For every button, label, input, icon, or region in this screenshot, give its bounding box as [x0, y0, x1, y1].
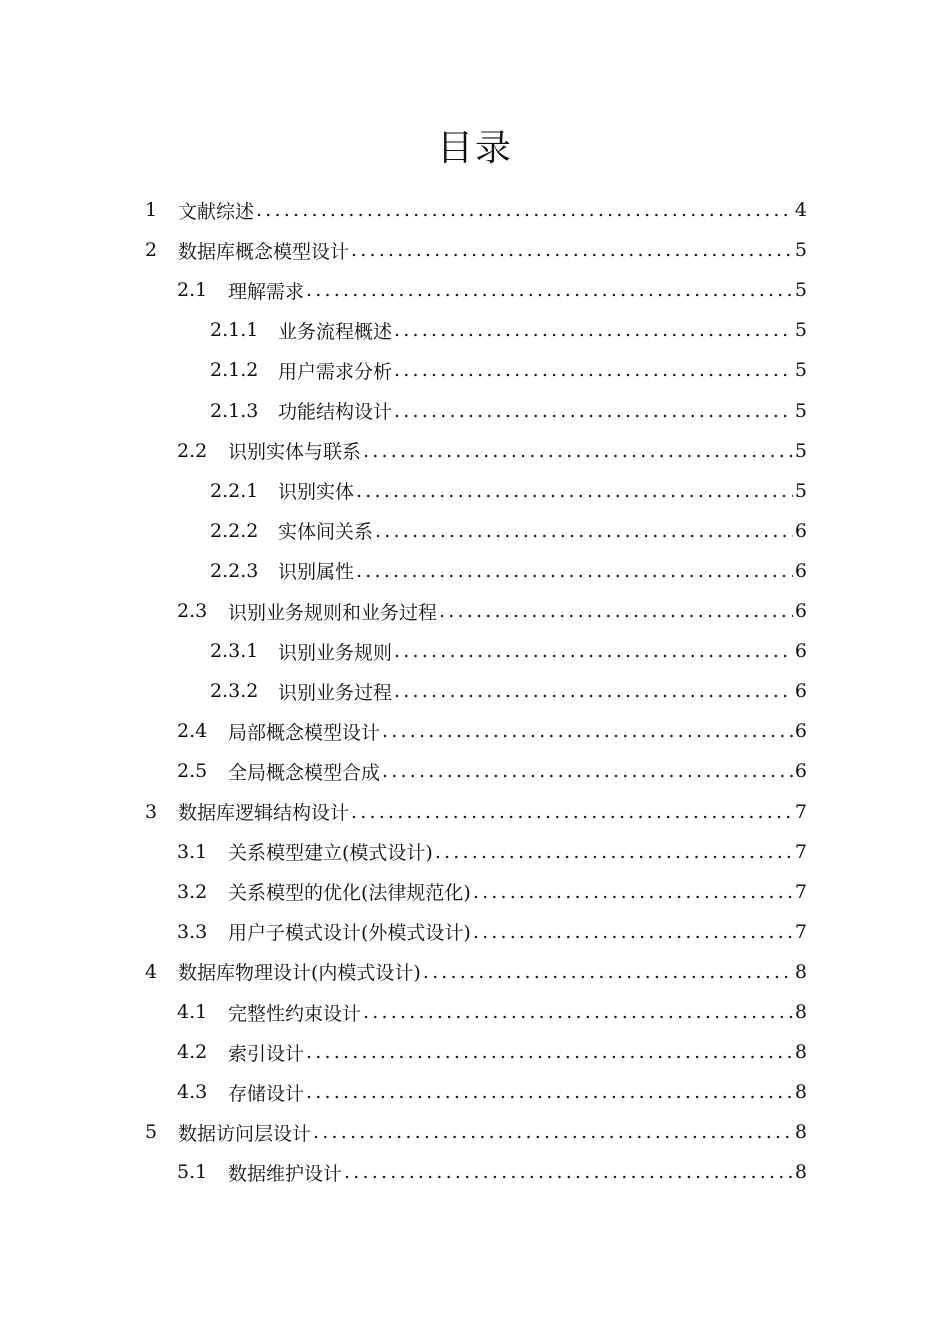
toc-entry-title: 业务流程概述 — [278, 320, 393, 343]
toc-entry-title: 用户子模式设计(外模式设计) — [228, 922, 471, 945]
toc-entry[interactable] — [145, 1112, 807, 1152]
toc-entry-page: 7 — [794, 840, 807, 863]
toc-entry-title: 文献综述 — [178, 200, 255, 223]
toc-entry[interactable] — [145, 792, 807, 832]
toc-entry[interactable] — [210, 631, 807, 671]
toc-entry-title: 识别实体与联系 — [228, 441, 362, 464]
toc-dot-leader — [313, 1121, 793, 1143]
toc-entry-title: 识别实体 — [278, 481, 355, 504]
toc-dot-leader — [394, 400, 793, 422]
toc-entry-number: 2.2.2 — [210, 519, 259, 542]
toc-entry-page: 7 — [794, 920, 807, 943]
toc-dot-leader — [435, 841, 793, 863]
toc-entry[interactable] — [177, 1072, 807, 1112]
toc-entry[interactable] — [210, 471, 807, 511]
toc-entry-number: 4 — [145, 960, 158, 983]
toc-entry-page: 8 — [794, 1081, 807, 1104]
toc-entry-title: 数据库概念模型设计 — [178, 240, 350, 263]
toc-entry-page: 4 — [794, 199, 807, 221]
toc-entry-page: 6 — [794, 559, 807, 582]
toc-entry-number: 5 — [145, 1121, 158, 1144]
toc-entry-title: 关系模型建立(模式设计) — [228, 842, 433, 865]
toc-entry-number: 2.1.2 — [210, 359, 259, 382]
toc-entry-title: 关系模型的优化(法律规范化) — [228, 882, 471, 905]
toc-entry[interactable] — [210, 671, 807, 711]
toc-entry-title: 用户需求分析 — [278, 360, 393, 383]
toc-entry-page: 8 — [794, 1041, 807, 1064]
toc-entry[interactable] — [177, 832, 807, 872]
toc-entry-number: 2.2.3 — [210, 559, 259, 582]
toc-entry-page: 6 — [794, 760, 807, 783]
toc-entry-page: 5 — [794, 439, 807, 462]
toc-dot-leader — [306, 279, 793, 301]
toc-entry-number: 2.4 — [177, 720, 208, 743]
toc-entry-page: 5 — [794, 319, 807, 342]
toc-entry-number: 3 — [145, 800, 158, 823]
toc-dot-leader — [394, 680, 793, 702]
toc-dot-leader — [363, 1001, 793, 1023]
toc-entry[interactable] — [177, 270, 807, 310]
toc-dot-leader — [256, 199, 793, 221]
toc-entry-page: 7 — [794, 880, 807, 903]
toc-entry-title: 识别业务规则 — [278, 641, 393, 664]
toc-entry-page: 6 — [794, 600, 807, 622]
toc-entry-page: 5 — [794, 279, 807, 302]
toc-entry-title: 数据库物理设计(内模式设计) — [178, 962, 421, 985]
toc-dot-leader — [351, 239, 793, 261]
toc-dot-leader — [344, 1161, 793, 1183]
toc-entry-page: 6 — [794, 640, 807, 663]
toc-entry[interactable] — [177, 711, 807, 751]
toc-entry[interactable] — [177, 872, 807, 912]
toc-entry-title: 理解需求 — [228, 280, 305, 303]
toc-entry-number: 3.1 — [177, 840, 208, 863]
toc-entry-number: 4.2 — [177, 1041, 208, 1064]
toc-dot-leader — [351, 801, 793, 823]
toc-entry[interactable] — [177, 992, 807, 1032]
toc-entry-page: 6 — [794, 519, 807, 542]
toc-entry-page: 8 — [794, 960, 807, 983]
toc-entry-title: 局部概念模型设计 — [228, 721, 381, 744]
toc-dot-leader — [473, 881, 793, 903]
toc-dot-leader — [382, 720, 793, 742]
toc-entry-number: 2.2 — [177, 439, 208, 462]
toc-entry-number: 3.2 — [177, 880, 208, 903]
toc-entry[interactable] — [210, 391, 807, 431]
toc-dot-leader — [363, 440, 793, 462]
toc-entry-page: 7 — [794, 800, 807, 823]
toc-entry-number: 2.3.1 — [210, 640, 259, 663]
toc-dot-leader — [356, 480, 793, 502]
toc-dot-leader — [306, 1081, 793, 1103]
toc-entry-title: 数据维护设计 — [228, 1162, 343, 1185]
page-title: 目录 — [436, 128, 513, 169]
toc-dot-leader — [306, 1041, 793, 1063]
toc-dot-leader — [356, 560, 793, 582]
toc-entry[interactable] — [210, 551, 807, 591]
toc-dot-leader — [439, 600, 793, 622]
toc-entry-title: 存储设计 — [228, 1082, 305, 1105]
toc-dot-leader — [423, 961, 793, 983]
toc-dot-leader — [473, 921, 793, 943]
toc-entry[interactable] — [177, 1032, 807, 1072]
toc-entry-number: 2 — [145, 239, 158, 262]
toc-entry-title: 实体间关系 — [278, 521, 374, 544]
toc-entry-title: 识别业务过程 — [278, 681, 393, 704]
toc-entry-title: 识别属性 — [278, 561, 355, 584]
toc-entry-title: 数据访问层设计 — [178, 1122, 312, 1145]
toc-entry-number: 2.5 — [177, 760, 208, 783]
toc-entry-number: 5.1 — [177, 1161, 208, 1184]
toc-entry[interactable] — [145, 952, 807, 992]
toc-entry[interactable] — [210, 511, 807, 551]
toc-entry-number: 1 — [145, 199, 158, 221]
toc-entry[interactable] — [177, 751, 807, 791]
toc-entry-number: 3.3 — [177, 920, 208, 943]
toc-dot-leader — [375, 520, 793, 542]
toc-entry-page: 8 — [794, 1161, 807, 1184]
toc-entry-number: 4.3 — [177, 1081, 208, 1104]
toc-entry-title: 数据库逻辑结构设计 — [178, 802, 350, 824]
toc-entry-title: 识别业务规则和业务过程 — [228, 601, 438, 624]
toc-entry-title: 全局概念模型合成 — [228, 761, 381, 784]
toc-entry-number: 2.2.1 — [210, 479, 259, 502]
toc-entry[interactable] — [210, 310, 807, 350]
toc-entry-number: 4.1 — [177, 1001, 208, 1023]
toc-entry-page: 5 — [794, 239, 807, 262]
toc-entry-number: 2.1.1 — [210, 319, 259, 342]
toc-entry-page: 5 — [794, 359, 807, 382]
toc-entry[interactable] — [177, 591, 807, 631]
toc-entry-number: 2.3 — [177, 600, 208, 622]
toc-entry-page: 8 — [794, 1001, 807, 1023]
toc-dot-leader — [394, 359, 793, 381]
toc-entry-number: 2.1.3 — [210, 399, 259, 422]
toc-entry-page: 6 — [794, 680, 807, 703]
toc-entry[interactable] — [145, 190, 807, 230]
toc-entry-number: 2.3.2 — [210, 680, 259, 703]
toc-entry-title: 完整性约束设计 — [228, 1002, 362, 1025]
toc-entry[interactable] — [145, 230, 807, 270]
toc-entry[interactable] — [177, 1152, 807, 1192]
toc-entry-title: 功能结构设计 — [278, 401, 393, 423]
toc-entry[interactable] — [177, 912, 807, 952]
toc-entry-page: 6 — [794, 720, 807, 743]
toc-dot-leader — [394, 319, 793, 341]
toc-dot-leader — [394, 640, 793, 662]
toc-dot-leader — [382, 760, 793, 782]
toc-entry-number: 2.1 — [177, 279, 208, 302]
toc-entry-page: 8 — [794, 1121, 807, 1144]
toc-entry[interactable] — [177, 431, 807, 471]
toc-entry-page: 5 — [794, 479, 807, 502]
toc-entry[interactable] — [210, 350, 807, 390]
toc-entry-page: 5 — [794, 399, 807, 422]
toc-entry-title: 索引设计 — [228, 1042, 305, 1065]
